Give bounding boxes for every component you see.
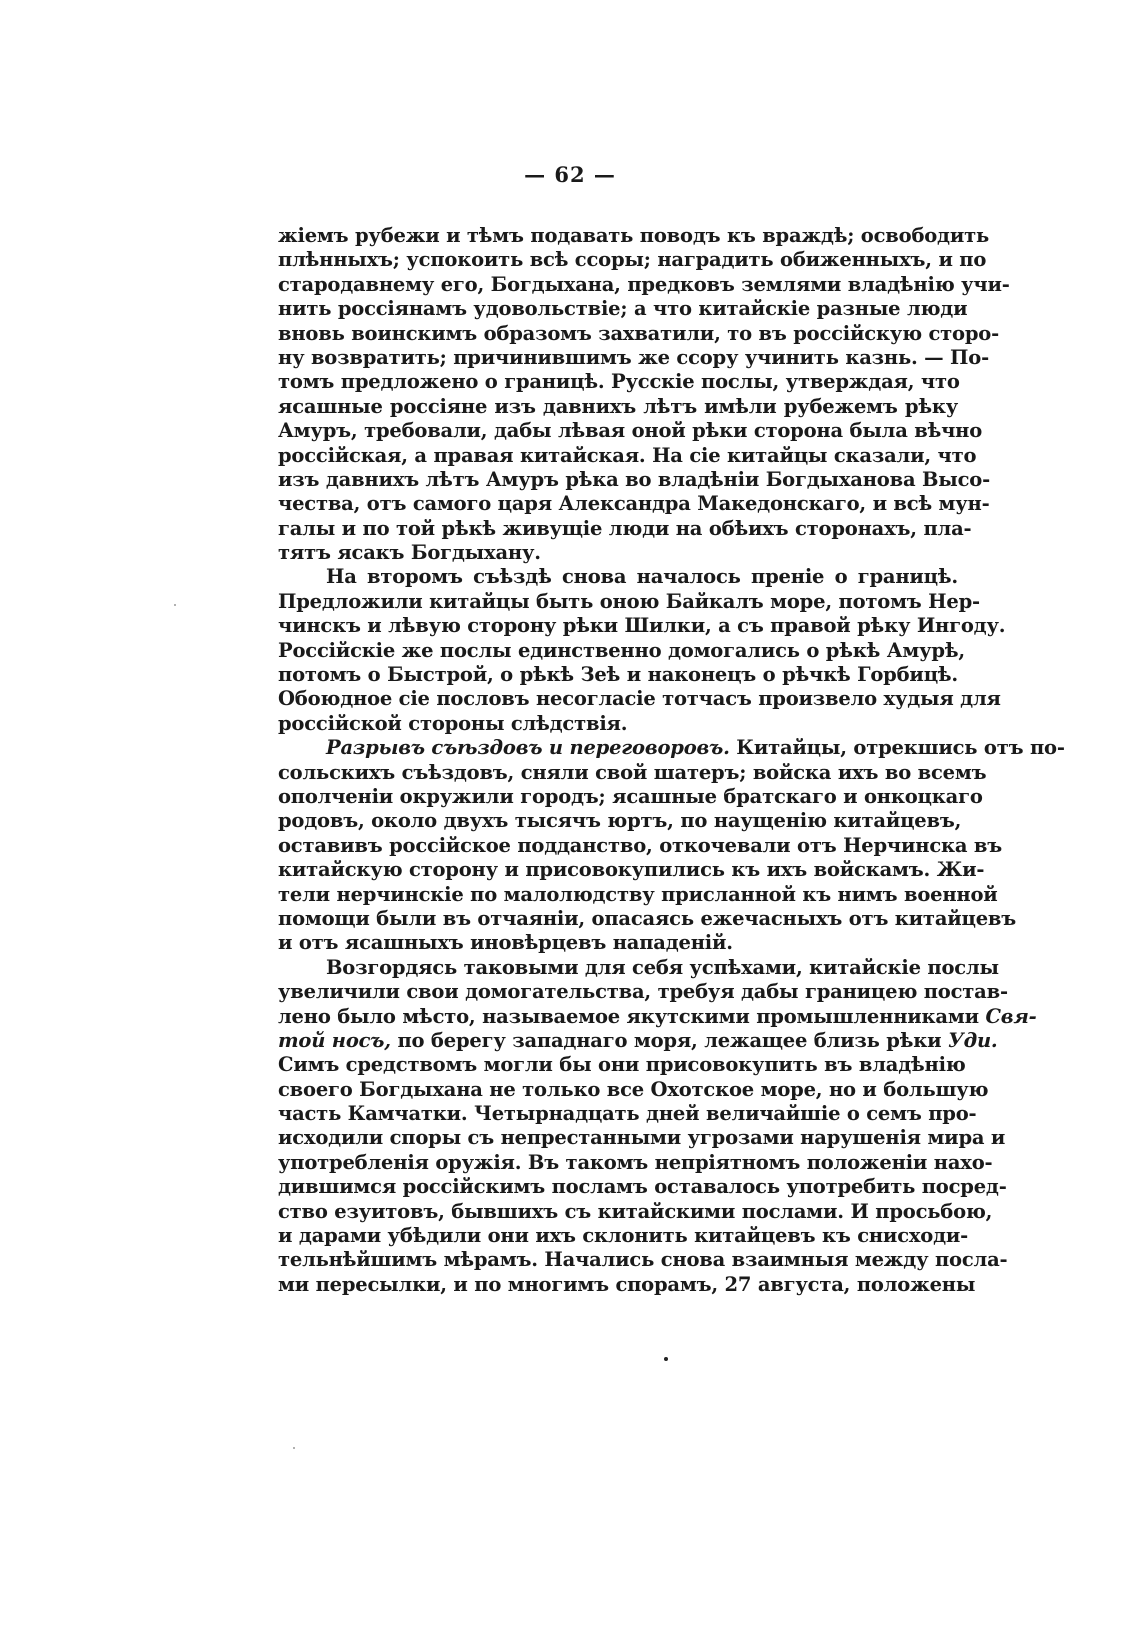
text-run: сольскихъ съѣздовъ, сняли свой шатеръ; войска ихъ во всемъ bbox=[278, 760, 987, 784]
text-line bbox=[278, 833, 1003, 858]
text-line bbox=[278, 931, 958, 955]
text-line bbox=[278, 1004, 1037, 1029]
text-line bbox=[278, 589, 980, 614]
text-run: ополченіи окружили городъ; ясашные братскаго и онкоцкаго bbox=[278, 784, 983, 808]
italic-run: Уди. bbox=[947, 1028, 998, 1052]
text-line bbox=[278, 858, 985, 882]
text-run: стародавнему его, Богдыхана, предковъ землями владѣнію учи- bbox=[278, 272, 1010, 296]
text-line bbox=[278, 541, 958, 565]
text-run: томъ предложено о границѣ. Русскіе послы, утверждая, что bbox=[278, 370, 960, 394]
text-line bbox=[278, 882, 998, 907]
text-line bbox=[278, 955, 999, 980]
text-line bbox=[278, 224, 990, 248]
text-run: и отъ ясашныхъ иновѣрцевъ нападеній. bbox=[278, 931, 733, 955]
text-line bbox=[278, 712, 958, 736]
text-run: россійской стороны слѣдствія. bbox=[278, 711, 628, 735]
text-run: дившимся россійскимъ посламъ оставалось употребить посред- bbox=[278, 1175, 1007, 1199]
text-run: ясашные россіяне изъ давнихъ лѣтъ имѣли рубежемъ рѣку bbox=[278, 394, 958, 418]
italic-run: Разрывъ съѣздовъ и переговоровъ. bbox=[326, 736, 730, 760]
text-run: родовъ, около двухъ тысячъ юртъ, по наущенію китайцевъ, bbox=[278, 809, 962, 833]
text-run: Амуръ, требовали, дабы лѣвая оной рѣки сторона была вѣчно bbox=[278, 419, 983, 443]
text-run: помощи были въ отчаяніи, опасаясь ежечасныхъ отъ китайцевъ bbox=[278, 906, 1017, 930]
text-run: лено было мѣсто, называемое якутскими промышленниками bbox=[278, 1004, 986, 1028]
italic-run: той носъ, bbox=[278, 1028, 391, 1052]
text-run: тельнѣйшимъ мѣрамъ. Начались снова взаимныя между посла- bbox=[278, 1248, 1008, 1272]
text-line bbox=[278, 370, 958, 394]
text-run: нить россіянамъ удовольствіе; а что китайскіе разные люди bbox=[278, 297, 968, 321]
text-line bbox=[278, 809, 962, 833]
text-line bbox=[278, 1028, 998, 1053]
text-run: ми пересылки, и по многимъ спорамъ, 27 августа, положены bbox=[278, 1272, 976, 1296]
text-line bbox=[278, 736, 1065, 760]
text-run: чинскъ и лѣвую сторону рѣки Шилки, а съ правой рѣку Ингоду. bbox=[278, 614, 1006, 638]
text-run: своего Богдыхана не только все Охотское море, но и большую bbox=[278, 1077, 989, 1101]
ink-speck bbox=[174, 604, 176, 606]
text-line bbox=[278, 1053, 966, 1077]
text-run: ну возвратить; причинившимъ же ссору учинить казнь. — По- bbox=[278, 345, 989, 369]
text-run: плѣнныхъ; успокоить всѣ ссоры; наградить обиженныхъ, и по bbox=[278, 248, 987, 272]
text-line bbox=[278, 638, 965, 663]
text-run: потомъ о Быстрой, о рѣкѣ Зеѣ и наконецъ о рѣчкѣ Горбицѣ. bbox=[278, 663, 958, 687]
text-run: вновь воинскимъ образомъ захватили, то въ россійскую сторо- bbox=[278, 321, 999, 345]
text-run: оставивъ россійское подданство, откочевали отъ Нерчинска въ bbox=[278, 833, 1003, 857]
text-run: увеличили свои домогательства, требуя дабы границею постав- bbox=[278, 980, 1008, 1004]
text-line bbox=[278, 687, 1001, 711]
text-run: На второмъ съѣздѣ снова началось преніе о границѣ. bbox=[326, 565, 958, 589]
text-line bbox=[278, 516, 972, 541]
text-line bbox=[278, 345, 989, 370]
text-line bbox=[278, 321, 999, 346]
text-line bbox=[278, 248, 987, 272]
text-run: изъ давнихъ лѣтъ Амуръ рѣка во владѣніи Богдыханова Высо- bbox=[278, 467, 990, 491]
text-line bbox=[278, 784, 983, 809]
text-line bbox=[278, 980, 1008, 1004]
text-line bbox=[278, 1077, 989, 1102]
text-line bbox=[278, 272, 1010, 297]
text-run: китайскую сторону и присовокупились къ ихъ войскамъ. Жи- bbox=[278, 858, 985, 882]
text-run: чества, отъ самого царя Александра Македонскаго, и всѣ мун- bbox=[278, 492, 990, 516]
text-line bbox=[278, 443, 977, 468]
text-line bbox=[278, 1175, 1007, 1199]
text-run: Предложили китайцы быть оною Байкалъ море, потомъ Нер- bbox=[278, 589, 980, 613]
italic-run: Свя- bbox=[985, 1004, 1037, 1028]
text-line bbox=[278, 614, 1006, 638]
text-run: жіемъ рубежи и тѣмъ подавать поводъ къ враждѣ; освободить bbox=[278, 224, 990, 247]
text-run: галы и по той рѣкѣ живущіе люди на обѣихъ сторонахъ, пла- bbox=[278, 516, 972, 540]
text-line bbox=[278, 565, 958, 589]
text-line bbox=[278, 1126, 1006, 1150]
ink-speck bbox=[664, 1357, 668, 1361]
text-line bbox=[278, 906, 1017, 931]
text-run: Симъ средствомъ могли бы они присовокупить въ владѣнію bbox=[278, 1053, 966, 1077]
text-line bbox=[278, 297, 968, 321]
text-run: исходили споры съ непрестанными угрозами нарушенія мира и bbox=[278, 1126, 1006, 1150]
text-line bbox=[278, 1199, 993, 1224]
text-line bbox=[278, 1150, 993, 1175]
text-run: россійская, а правая китайская. На сіе китайцы сказали, что bbox=[278, 443, 977, 467]
text-run: часть Камчатки. Четырнадцать дней величайшіе о семъ про- bbox=[278, 1102, 977, 1126]
text-run: Россійскіе же послы единственно домогались о рѣкѣ Амурѣ, bbox=[278, 638, 965, 662]
text-run: тятъ ясакъ Богдыхану. bbox=[278, 541, 541, 565]
text-run: Обоюдное сіе пословъ несогласіе тотчасъ произвело худыя для bbox=[278, 687, 1001, 711]
text-run: Китайцы, отрекшись отъ по- bbox=[729, 736, 1065, 760]
text-line bbox=[278, 492, 990, 516]
text-run: употребленія оружія. Въ такомъ непріятномъ положеніи нахо- bbox=[278, 1150, 993, 1174]
text-line bbox=[278, 1224, 969, 1248]
text-line bbox=[278, 760, 987, 785]
text-run: и дарами убѣдили они ихъ склонить китайцевъ къ снисходи- bbox=[278, 1224, 969, 1248]
text-run: по берегу западнаго моря, лежащее близь рѣки bbox=[390, 1028, 948, 1052]
page-number: — 62 — bbox=[524, 162, 616, 187]
body-text bbox=[278, 224, 1065, 1297]
text-line bbox=[278, 1272, 976, 1297]
text-line bbox=[278, 1102, 977, 1126]
text-line bbox=[278, 419, 983, 443]
text-line bbox=[278, 467, 990, 492]
text-run: Возгордясь таковыми для себя успѣхами, китайскіе послы bbox=[326, 955, 999, 979]
text-run: ство езуитовъ, бывшихъ съ китайскими послами. И просьбою, bbox=[278, 1199, 993, 1223]
text-line bbox=[278, 395, 958, 419]
text-run: тели нерчинскіе по малолюдству присланной къ нимъ военной bbox=[278, 882, 998, 906]
text-line bbox=[278, 663, 958, 687]
ink-speck bbox=[293, 1447, 295, 1449]
text-line bbox=[278, 1248, 1008, 1272]
